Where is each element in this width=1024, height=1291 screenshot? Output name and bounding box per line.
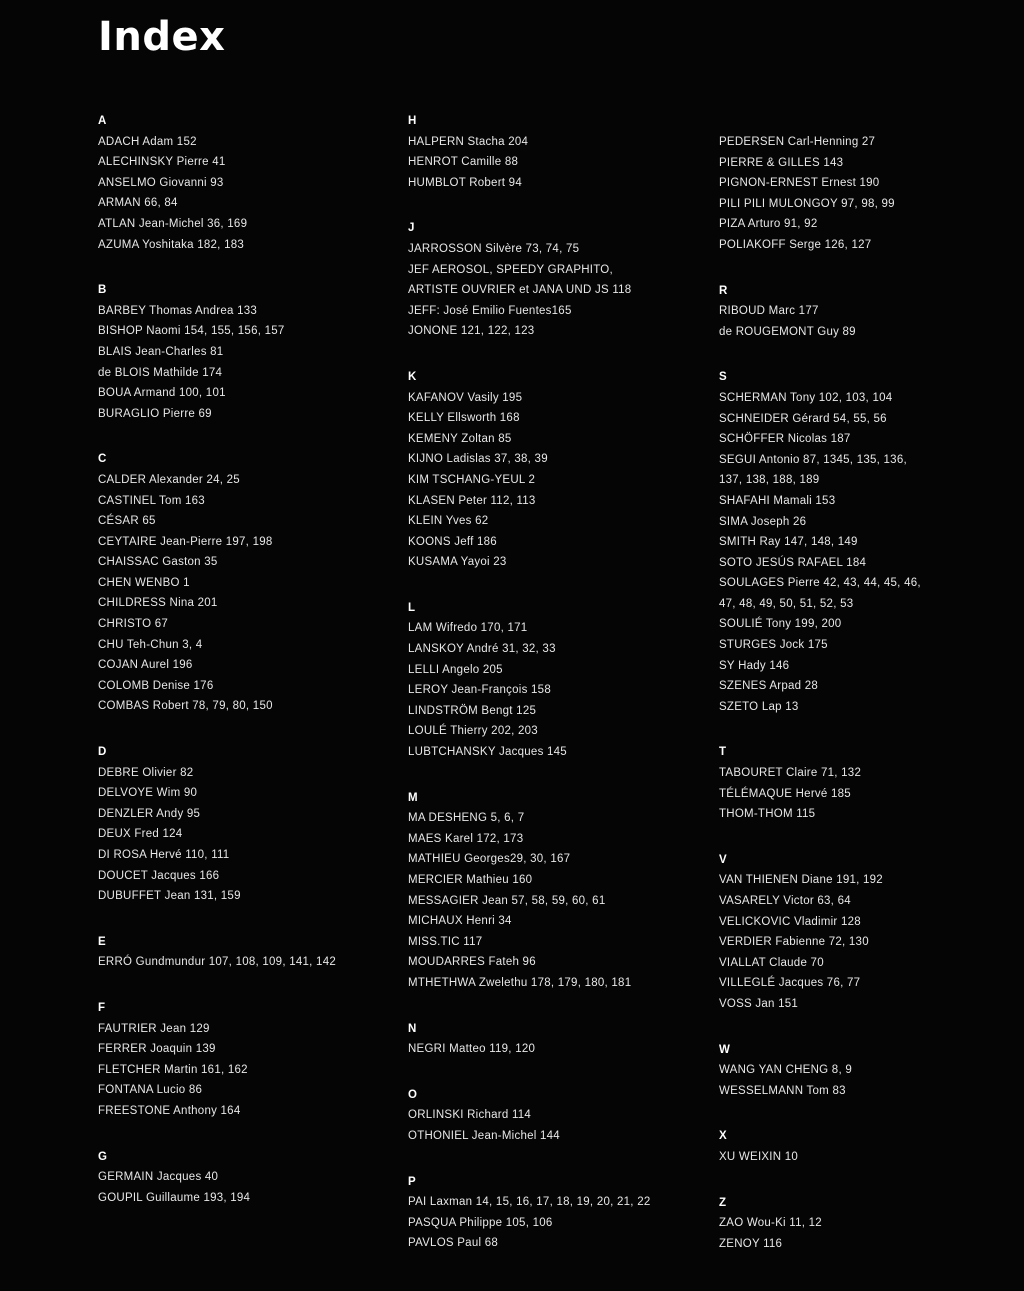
index-entry: LEROY Jean-François 158 xyxy=(408,684,551,697)
section-letter: L xyxy=(408,601,416,614)
index-entry: VASARELY Victor 63, 64 xyxy=(719,895,851,907)
index-entry: JONONE 121, 122, 123 xyxy=(408,325,535,338)
index-entry: DEUX Fred 124 xyxy=(98,828,183,841)
index-section xyxy=(719,742,1019,824)
index-entry: BOUA Armand 100, 101 xyxy=(98,387,226,400)
section-letter: W xyxy=(719,1043,730,1056)
index-entry: SHAFAHI Mamali 153 xyxy=(719,494,836,507)
index-entry: 137, 138, 188, 189 xyxy=(719,474,820,487)
section-letter: T xyxy=(719,746,727,759)
index-entry: LOULÉ Thierry 202, 203 xyxy=(408,725,538,738)
index-section xyxy=(98,449,398,717)
index-entry: WANG YAN CHENG 8, 9 xyxy=(719,1064,852,1077)
index-entry: BLAIS Jean-Charles 81 xyxy=(98,345,224,358)
index-section xyxy=(408,111,708,193)
index-entry: 47, 48, 49, 50, 51, 52, 53 xyxy=(719,597,854,610)
index-entry: CHRISTO 67 xyxy=(98,618,169,631)
index-entry: ORLINSKI Richard 114 xyxy=(408,1109,532,1122)
index-section xyxy=(719,1193,1019,1255)
index-entry: KELLY Ellsworth 168 xyxy=(408,412,520,425)
index-section xyxy=(719,850,1019,1015)
section-letter: O xyxy=(408,1088,417,1101)
section-letter: Z xyxy=(719,1196,727,1209)
index-entry: SOULAGES Pierre 42, 43, 44, 45, 46, xyxy=(719,577,921,590)
index-section xyxy=(719,132,1019,256)
section-letter: A xyxy=(98,115,107,127)
index-entry: KOONS Jeff 186 xyxy=(408,535,497,548)
section-letter: N xyxy=(408,1022,417,1035)
index-entry: THOM-THOM 115 xyxy=(719,808,816,821)
index-entry: FLETCHER Martin 161, 162 xyxy=(98,1063,248,1076)
index-entry: DEBRE Olivier 82 xyxy=(98,766,194,779)
section-letter: J xyxy=(408,222,415,235)
index-entry: SCHERMAN Tony 102, 103, 104 xyxy=(719,391,893,404)
index-section xyxy=(98,742,398,907)
index-entry: VELICKOVIC Vladimir 128 xyxy=(719,915,861,928)
index-entry: BURAGLIO Pierre 69 xyxy=(98,407,212,420)
index-entry: ADACH Adam 152 xyxy=(98,135,197,148)
section-letter: B xyxy=(98,284,107,297)
index-entry: PAI Laxman 14, 15, 16, 17, 18, 19, 20, 21, 22 xyxy=(408,1196,651,1209)
index-entry: ARTISTE OUVRIER et JANA UND JS 118 xyxy=(408,284,632,297)
section-letter: M xyxy=(408,791,418,804)
section-letter: G xyxy=(98,1150,107,1163)
index-entry: TABOURET Claire 71, 132 xyxy=(719,767,862,780)
index-entry: JEF AEROSOL, SPEEDY GRAPHITO, xyxy=(408,263,613,276)
index-entry: COJAN Aurel 196 xyxy=(98,659,193,672)
section-letter: E xyxy=(98,935,106,948)
index-entry: COLOMB Denise 176 xyxy=(98,679,214,692)
index-entry: LINDSTRÖM Bengt 125 xyxy=(408,704,537,717)
index-entry: BISHOP Naomi 154, 155, 156, 157 xyxy=(98,325,285,338)
index-entry: VIALLAT Claude 70 xyxy=(719,956,824,969)
index-entry: MA DESHENG 5, 6, 7 xyxy=(408,812,525,825)
index-entry: TÉLÉMAQUE Hervé 185 xyxy=(719,787,851,800)
index-entry: DUBUFFET Jean 131, 159 xyxy=(98,890,241,903)
index-entry: ARMAN 66, 84 xyxy=(98,197,178,210)
index-entry: SZETO Lap 13 xyxy=(719,700,799,713)
section-letter: F xyxy=(98,1001,106,1014)
index-entry: CHU Teh-Chun 3, 4 xyxy=(98,638,203,651)
index-entry: KIM TSCHANG-YEUL 2 xyxy=(408,473,536,486)
index-entry: VAN THIENEN Diane 191, 192 xyxy=(719,874,883,887)
index-entry: RIBOUD Marc 177 xyxy=(719,305,819,318)
index-entry: KEMENY Zoltan 85 xyxy=(408,432,512,445)
index-entry: KUSAMA Yayoi 23 xyxy=(408,556,507,569)
index-column xyxy=(719,132,1019,1279)
index-entry: PAVLOS Paul 68 xyxy=(408,1237,499,1250)
index-entry: SEGUI Antonio 87, 1345, 135, 136, xyxy=(719,453,907,466)
index-entry: MOUDARRES Fateh 96 xyxy=(408,956,536,969)
index-entry: LANSKOY André 31, 32, 33 xyxy=(408,643,556,656)
index-section xyxy=(719,281,1019,343)
index-section xyxy=(719,1040,1019,1102)
index-entry: ERRÓ Gundmundur 107, 108, 109, 141, 142 xyxy=(98,956,336,969)
index-entry: GOUPIL Guillaume 193, 194 xyxy=(98,1191,251,1204)
index-section xyxy=(408,1172,708,1254)
index-entry: HALPERN Stacha 204 xyxy=(408,135,529,148)
index-entry: MAES Karel 172, 173 xyxy=(408,832,524,845)
section-letter: X xyxy=(719,1130,727,1143)
index-entry: CALDER Alexander 24, 25 xyxy=(98,473,240,486)
index-entry: KLEIN Yves 62 xyxy=(408,515,489,528)
index-entry: JEFF: José Emilio Fuentes165 xyxy=(408,304,572,317)
index-entry: ANSELMO Giovanni 93 xyxy=(98,176,224,189)
index-entry: JARROSSON Silvère 73, 74, 75 xyxy=(408,242,580,255)
index-entry: AZUMA Yoshitaka 182, 183 xyxy=(98,238,245,251)
index-section xyxy=(98,932,398,973)
section-letter: D xyxy=(98,746,107,759)
index-entry: MATHIEU Georges29, 30, 167 xyxy=(408,853,571,866)
index-entry: CÉSAR 65 xyxy=(98,515,156,528)
index-entry: DENZLER Andy 95 xyxy=(98,807,201,820)
section-letter: H xyxy=(408,115,417,127)
index-entry: CHEN WENBO 1 xyxy=(98,576,190,589)
index-entry: SOTO JESÚS RAFAEL 184 xyxy=(719,556,867,569)
index-entry: SOULIÉ Tony 199, 200 xyxy=(719,618,842,631)
index-entry: SIMA Joseph 26 xyxy=(719,515,807,528)
index-entry: PEDERSEN Carl-Henning 27 xyxy=(719,136,876,148)
index-entry: LAM Wifredo 170, 171 xyxy=(408,622,528,635)
index-entry: DELVOYE Wim 90 xyxy=(98,787,198,800)
index-entry: FREESTONE Anthony 164 xyxy=(98,1104,241,1117)
index-entry: de ROUGEMONT Guy 89 xyxy=(719,325,856,338)
index-entry: MTHETHWA Zwelethu 178, 179, 180, 181 xyxy=(408,976,632,989)
index-section xyxy=(719,367,1019,717)
index-entry: CEYTAIRE Jean-Pierre 197, 198 xyxy=(98,535,273,548)
index-entry: KIJNO Ladislas 37, 38, 39 xyxy=(408,453,548,466)
page-title: Index xyxy=(98,14,226,60)
index-entry: LELLI Angelo 205 xyxy=(408,663,503,676)
index-entry: PIGNON-ERNEST Ernest 190 xyxy=(719,177,880,190)
index-entry: PASQUA Philippe 105, 106 xyxy=(408,1216,553,1229)
index-entry: XU WEIXIN 10 xyxy=(719,1150,799,1163)
index-section xyxy=(408,218,708,342)
section-letter: R xyxy=(719,284,728,297)
index-entry: SMITH Ray 147, 148, 149 xyxy=(719,536,858,549)
index-entry: CHILDRESS Nina 201 xyxy=(98,597,218,610)
index-entry: HENROT Camille 88 xyxy=(408,156,519,169)
index-entry: FAUTRIER Jean 129 xyxy=(98,1022,210,1035)
index-entry: SZENES Arpad 28 xyxy=(719,680,818,693)
section-letter: C xyxy=(98,453,107,466)
index-entry: FONTANA Lucio 86 xyxy=(98,1084,203,1097)
index-section xyxy=(719,1126,1019,1167)
index-entry: de BLOIS Mathilde 174 xyxy=(98,366,223,379)
index-entry: SCHNEIDER Gérard 54, 55, 56 xyxy=(719,412,887,425)
index-section xyxy=(98,111,398,255)
index-entry: COMBAS Robert 78, 79, 80, 150 xyxy=(98,700,273,713)
index-entry: CHAISSAC Gaston 35 xyxy=(98,556,218,569)
index-entry: PIERRE & GILLES 143 xyxy=(719,156,844,169)
index-entry: MESSAGIER Jean 57, 58, 59, 60, 61 xyxy=(408,894,606,907)
index-section xyxy=(408,1085,708,1147)
index-entry: ALECHINSKY Pierre 41 xyxy=(98,156,226,169)
index-section xyxy=(408,367,708,573)
index-entry: GERMAIN Jacques 40 xyxy=(98,1171,219,1184)
index-section xyxy=(408,788,708,994)
index-entry: VOSS Jan 151 xyxy=(719,997,799,1010)
section-letter: S xyxy=(719,371,727,384)
index-entry: STURGES Jock 175 xyxy=(719,639,828,652)
index-column xyxy=(408,111,708,1279)
section-letter: K xyxy=(408,370,417,383)
index-section xyxy=(408,1019,708,1060)
index-entry: POLIAKOFF Serge 126, 127 xyxy=(719,238,872,251)
index-entry: MISS.TIC 117 xyxy=(408,935,483,948)
section-letter: P xyxy=(408,1175,416,1188)
index-entry: PILI PILI MULONGOY 97, 98, 99 xyxy=(719,197,895,210)
index-section xyxy=(408,598,708,763)
index-entry: MICHAUX Henri 34 xyxy=(408,915,512,928)
index-entry: CASTINEL Tom 163 xyxy=(98,494,205,507)
index-entry: SY Hady 146 xyxy=(719,659,790,672)
index-entry: NEGRI Matteo 119, 120 xyxy=(408,1043,536,1056)
index-entry: WESSELMANN Tom 83 xyxy=(719,1084,846,1097)
index-entry: KAFANOV Vasily 195 xyxy=(408,391,523,404)
index-section xyxy=(98,280,398,424)
index-entry: MERCIER Mathieu 160 xyxy=(408,874,533,886)
section-letter: V xyxy=(719,853,727,866)
index-entry: LUBTCHANSKY Jacques 145 xyxy=(408,746,567,759)
index-entry: VERDIER Fabienne 72, 130 xyxy=(719,936,869,949)
index-entry: ZAO Wou-Ki 11, 12 xyxy=(719,1217,822,1230)
index-entry: VILLEGLÉ Jacques 76, 77 xyxy=(719,977,861,990)
index-entry: ATLAN Jean-Michel 36, 169 xyxy=(98,217,248,230)
index-entry: ZENOY 116 xyxy=(719,1237,783,1250)
index-entry: DI ROSA Hervé 110, 111 xyxy=(98,849,230,861)
index-section xyxy=(98,1147,398,1209)
index-entry: DOUCET Jacques 166 xyxy=(98,869,220,882)
index-entry: HUMBLOT Robert 94 xyxy=(408,176,522,189)
index-section xyxy=(98,998,398,1122)
index-column xyxy=(98,111,398,1233)
index-entry: BARBEY Thomas Andrea 133 xyxy=(98,304,258,317)
index-entry: PIZA Arturo 91, 92 xyxy=(719,218,818,231)
index-entry: SCHÖFFER Nicolas 187 xyxy=(719,433,851,446)
index-entry: FERRER Joaquin 139 xyxy=(98,1043,216,1056)
index-entry: OTHONIEL Jean-Michel 144 xyxy=(408,1129,560,1142)
index-entry: KLASEN Peter 112, 113 xyxy=(408,494,536,507)
